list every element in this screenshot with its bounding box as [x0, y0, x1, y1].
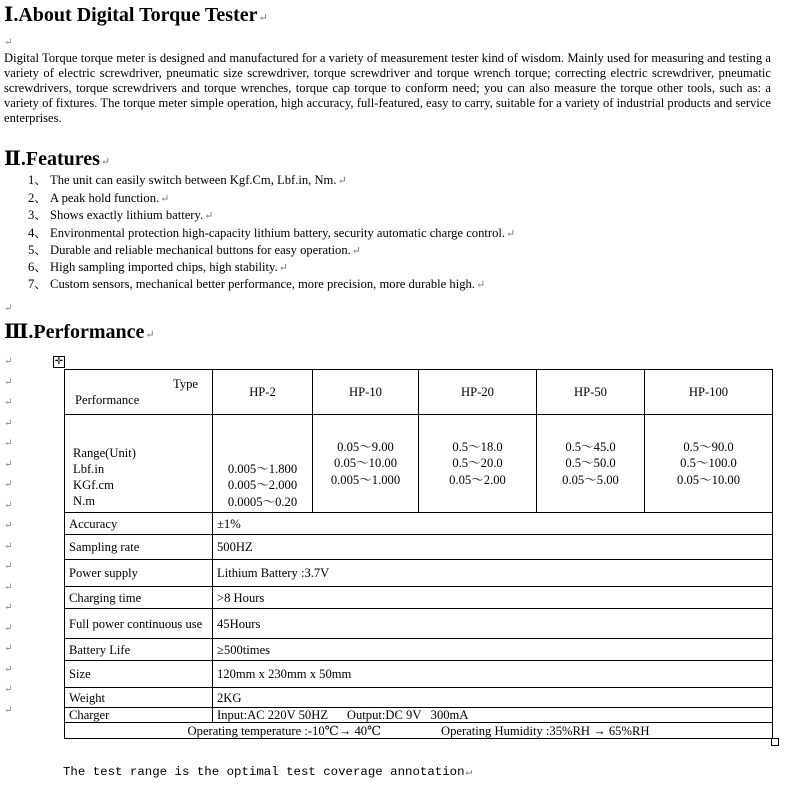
- range-value: 0.05～10.00: [334, 456, 397, 471]
- feature-item: 7、 Custom sensors, mechanical better performance, more precision, more durable high.↵: [28, 277, 486, 291]
- paragraph-mark-icon: ↵: [4, 541, 13, 552]
- model-header: HP-100: [645, 370, 773, 415]
- paragraph-mark-icon: ↵: [506, 228, 516, 240]
- spec-row: [65, 688, 773, 708]
- heading-title: .Features: [20, 148, 100, 170]
- range-value: 0.5～50.0: [565, 456, 616, 471]
- spec-label: Battery Life: [65, 639, 213, 661]
- spec-label: Weight: [65, 688, 213, 708]
- table-corner-cell: [65, 370, 213, 415]
- model-header: HP-2: [213, 370, 313, 415]
- range-value: 0.05～9.00: [337, 439, 394, 454]
- paragraph-mark-icon: ↵: [4, 582, 13, 593]
- range-value: 0.5～90.0: [683, 439, 734, 454]
- model-header: HP-50: [537, 370, 645, 415]
- corner-performance-label: Performance: [75, 393, 140, 407]
- heading-title: .About Digital Torque Tester: [13, 4, 258, 26]
- range-value: 0.5～45.0: [565, 439, 616, 454]
- model-header: HP-10: [313, 370, 419, 415]
- paragraph-mark-icon: ↵: [4, 459, 13, 470]
- spec-label: Power supply: [65, 560, 213, 587]
- spec-row: [65, 587, 773, 609]
- corner-type-label: Type: [173, 377, 198, 391]
- feature-item: 6、 High sampling imported chips, high stability.↵: [28, 260, 288, 274]
- section-heading-performance: [4, 320, 155, 347]
- spec-label: Accuracy: [65, 513, 213, 535]
- spec-value: ≥500times: [213, 639, 773, 661]
- spec-value: 500HZ: [213, 535, 773, 560]
- paragraph-mark-icon: ↵: [337, 175, 347, 187]
- spec-value: 45Hours: [213, 609, 773, 639]
- range-value: 0.5～100.0: [680, 456, 737, 471]
- range-value: 0.5～20.0: [452, 456, 503, 471]
- charger-input: Input:AC 220V 50HZ: [217, 707, 329, 722]
- range-cell: [313, 415, 419, 513]
- heading-numeral: Ⅰ: [4, 4, 14, 26]
- paragraph-mark-icon: ↵: [4, 602, 13, 613]
- performance-table: [64, 369, 773, 739]
- charger-row: [65, 708, 773, 723]
- spec-label: Charging time: [65, 587, 213, 609]
- table-header-row: [65, 370, 773, 415]
- spec-value: 2KG: [213, 688, 773, 708]
- spec-label: Sampling rate: [65, 535, 213, 560]
- paragraph-mark-icon: ↵: [4, 623, 13, 634]
- paragraph-mark-icon: ↵: [145, 329, 155, 341]
- paragraph-mark-icon: ↵: [4, 37, 13, 48]
- paragraph-mark-icon: ↵: [204, 210, 214, 222]
- paragraph-mark-icon: ↵: [475, 279, 486, 291]
- table-resize-handle-icon[interactable]: [771, 738, 779, 746]
- paragraph-mark-icon: ↵: [4, 397, 13, 408]
- footnote: [63, 765, 472, 779]
- paragraph-mark-icon: ↵: [351, 245, 361, 257]
- charger-label: Charger: [65, 708, 213, 723]
- charger-value: [213, 708, 773, 723]
- paragraph-mark-icon: ↵: [4, 356, 13, 367]
- heading-title: .Performance: [28, 321, 145, 343]
- charger-output: Output:DC 9V 300mA: [346, 707, 469, 722]
- paragraph-mark-icon: ↵: [4, 438, 13, 449]
- range-value: 0.5～18.0: [452, 439, 503, 454]
- range-label-cell: [65, 415, 213, 513]
- spec-row: [65, 513, 773, 535]
- range-cell: [537, 415, 645, 513]
- paragraph-mark-icon: ↵: [4, 520, 13, 531]
- range-value: 0.05～2.00: [449, 472, 506, 487]
- feature-item: 5、 Durable and reliable mechanical buttons for easy operation.↵: [28, 243, 361, 257]
- spec-label: Size: [65, 661, 213, 688]
- paragraph-mark-icon: ↵: [465, 767, 473, 779]
- paragraph-mark-icon: ↵: [4, 684, 13, 695]
- spec-row: [65, 609, 773, 639]
- spec-value: 120mm x 230mm x 50mm: [213, 661, 773, 688]
- paragraph-mark-icon: ↵: [278, 262, 288, 274]
- operating-conditions: [65, 723, 773, 739]
- paragraph-mark-icon: ↵: [4, 303, 13, 314]
- paragraph-mark-icon: ↵: [4, 561, 13, 572]
- spec-row: [65, 535, 773, 560]
- spec-value: >8 Hours: [213, 587, 773, 609]
- paragraph-mark-icon: ↵: [160, 193, 170, 205]
- range-cell: [645, 415, 773, 513]
- range-label: Lbf.in: [73, 461, 105, 476]
- paragraph-mark-icon: ↵: [258, 12, 268, 24]
- heading-numeral: Ⅱ: [4, 148, 21, 170]
- operating-temperature: Operating temperature :-10℃→ 40℃: [187, 723, 382, 738]
- range-label: KGf.cm: [73, 477, 114, 492]
- feature-item: 2、 A peak hold function.↵: [28, 191, 170, 205]
- range-label: Range(Unit): [73, 445, 136, 460]
- spec-row: [65, 560, 773, 587]
- paragraph-mark-icon: ↵: [4, 664, 13, 675]
- range-value: 0.005～1.800: [227, 461, 298, 476]
- spec-value: Lithium Battery :3.7V: [213, 560, 773, 587]
- operating-humidity: Operating Humidity :35%RH → 65%RH: [440, 723, 650, 738]
- table-move-handle-icon[interactable]: ✛: [54, 356, 64, 367]
- model-header: HP-20: [419, 370, 537, 415]
- spec-row: [65, 661, 773, 688]
- spec-label: Full power continuous use: [65, 609, 213, 639]
- paragraph-mark-icon: ↵: [100, 156, 111, 168]
- heading-numeral: Ⅲ: [4, 321, 29, 343]
- section-heading-features: [4, 147, 110, 174]
- range-cell: [419, 415, 537, 513]
- paragraph-mark-icon: ↵: [4, 479, 13, 490]
- operating-conditions-row: [65, 723, 773, 739]
- range-label: N.m: [73, 493, 96, 508]
- paragraph-mark-icon: ↵: [4, 500, 13, 511]
- range-row: [65, 415, 773, 513]
- paragraph-mark-icon: ↵: [4, 418, 13, 429]
- spec-value: ±1%: [213, 513, 773, 535]
- range-cell: [213, 415, 313, 513]
- feature-item: 3、 Shows exactly lithium battery.↵: [28, 208, 214, 222]
- range-value: 0.005～2.000: [227, 478, 298, 492]
- footnote-text: The test range is the optimal test coverage annotation: [63, 765, 465, 779]
- section-heading-about: [4, 3, 268, 30]
- paragraph-mark-icon: ↵: [4, 377, 13, 388]
- range-value: 0.0005～0.20: [227, 494, 298, 509]
- spec-row: [65, 639, 773, 661]
- range-value: 0.05～10.00: [677, 472, 740, 487]
- paragraph-mark-icon: ↵: [4, 705, 13, 716]
- range-value: 0.005～1.000: [330, 472, 401, 487]
- intro-paragraph: Digital Torque torque meter is designed and manufactured for a variety of measurement tester kind of wisdom. Mainly used for measuring and testing a variety of electric screwdriver, pneumatic size screwdriver, torque screwdriver and torque wrench torque; correcting electric screwdriver, pneumatic screwdrivers, torque screwdrivers and torque wrenches, torque cap torque to conform need; you can also measure the torque other tools, such as: a variety of fixtures. The torque meter simple operation, high accuracy, full-featured, easy to carry, suitable for a variety of industrial products and service enterprises.: [4, 51, 771, 125]
- range-value: 0.05～5.00: [562, 472, 619, 487]
- paragraph-mark-icon: ↵: [4, 643, 13, 654]
- feature-item: 4、 Environmental protection high-capacity lithium battery, security automatic charge control.↵: [28, 226, 516, 240]
- feature-item: 1、 The unit can easily switch between Kgf.Cm, Lbf.in, Nm.↵: [28, 173, 347, 187]
